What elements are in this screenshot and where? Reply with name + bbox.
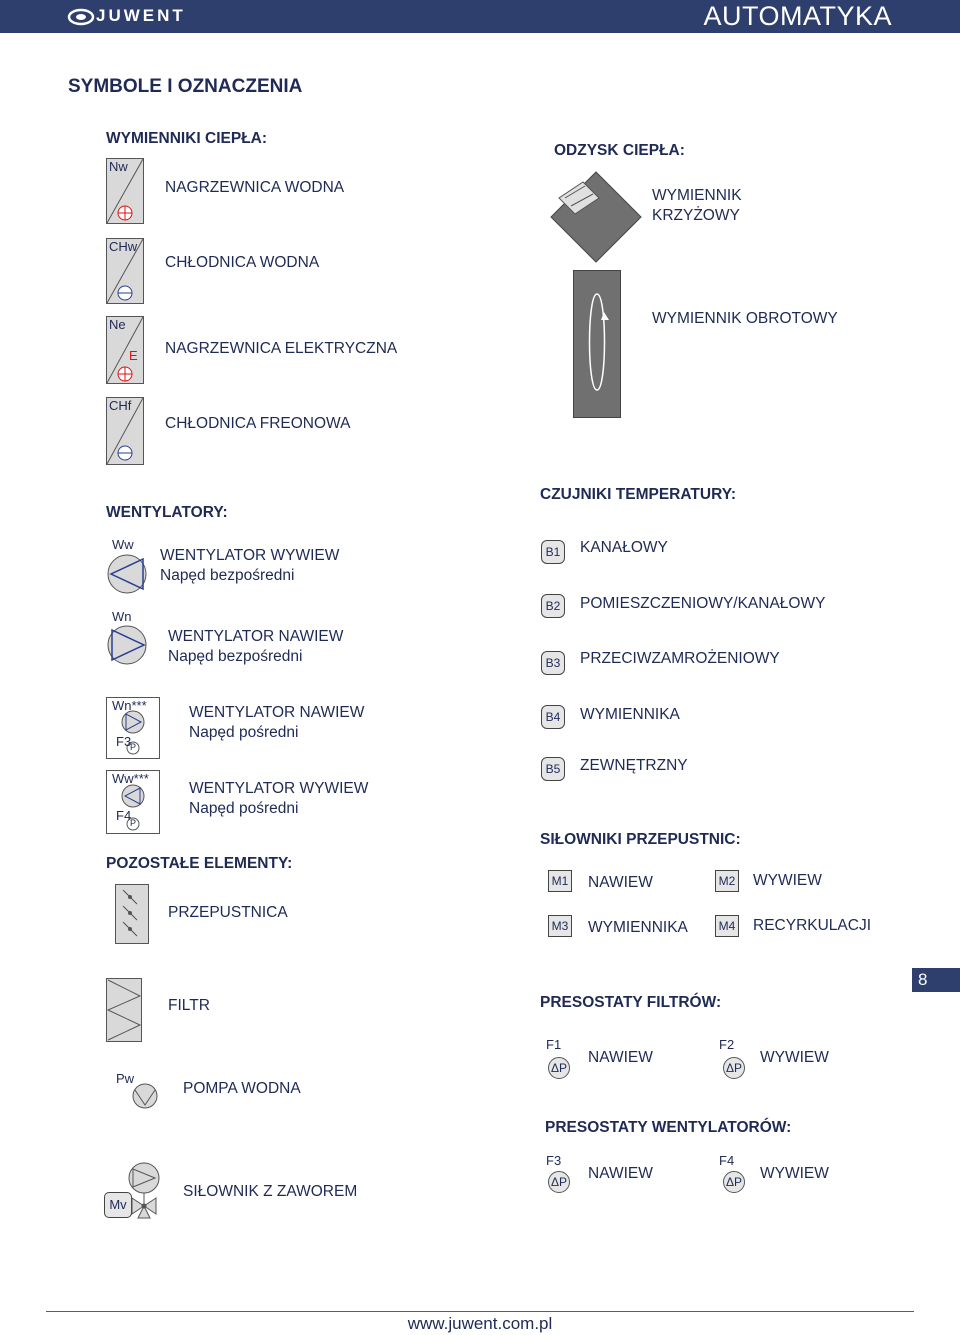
fan-supply-label-2: Napęd bezpośredni — [168, 648, 303, 665]
actuator-tag: M1 — [551, 874, 569, 888]
pump-icon — [132, 1083, 158, 1109]
fan-supply-label-1: WENTYLATOR NAWIEW — [168, 628, 344, 645]
pressostat-f3-tag: F3 — [546, 1153, 562, 1168]
pressostat-f2-label: WYWIEW — [760, 1049, 829, 1066]
symbol-tag: Ne — [109, 317, 126, 332]
juwent-logo — [68, 4, 208, 28]
damper-icon — [115, 884, 149, 944]
heat-recovery-heading: ODZYSK CIEPŁA: — [554, 142, 685, 159]
other-elements-heading: POZOSTAŁE ELEMENTY: — [106, 855, 293, 872]
sensor-tag: B5 — [545, 762, 561, 776]
fan-supply-icon — [107, 625, 147, 665]
actuator-m3-badge — [548, 915, 572, 937]
symbol-tag: Wn*** — [112, 698, 147, 713]
sensor-b5-badge — [541, 757, 565, 781]
filter-label: FILTR — [168, 997, 210, 1014]
fan-exhaust-tag: Ww — [112, 537, 134, 552]
fan-exhaust-label-1: WENTYLATOR WYWIEW — [160, 547, 340, 564]
sensor-b4-label: WYMIENNIKA — [580, 706, 680, 723]
fan-supply-indirect-label-2: Napęd pośredni — [189, 724, 299, 741]
actuator-m1-badge — [548, 870, 572, 892]
pressostat-f2-tag: F2 — [719, 1037, 735, 1052]
page-title: SYMBOLE I OZNACZENIA — [68, 76, 303, 97]
pressure-letter: P — [130, 818, 137, 828]
fan-exhaust-icon — [107, 554, 147, 594]
symbol-subtag: E — [129, 348, 138, 363]
damper-label: PRZEPUSTNICA — [168, 904, 288, 921]
actuator-tag: M3 — [551, 919, 569, 933]
fan-supply-tag: Wn — [112, 609, 132, 624]
sensor-tag: B2 — [545, 599, 561, 613]
actuator-m4-badge — [715, 915, 739, 937]
freon-cooler-label: CHŁODNICA FREONOWA — [165, 415, 351, 432]
sensor-tag: B4 — [545, 710, 561, 724]
sensor-tag: B1 — [545, 545, 561, 559]
pump-label: POMPA WODNA — [183, 1080, 301, 1097]
pressostat-f4-label: WYWIEW — [760, 1165, 829, 1182]
fan-exhaust-indirect-label-1: WENTYLATOR WYWIEW — [189, 780, 369, 797]
symbol-tag: CHw — [109, 239, 138, 254]
sensor-b3-badge — [541, 651, 565, 675]
water-heater-symbol — [106, 158, 144, 224]
pressostat-f1-tag: F1 — [546, 1037, 562, 1052]
rotary-exchanger-icon — [573, 270, 621, 418]
valve-actuator-icon — [128, 1160, 164, 1220]
sensor-b4-badge — [541, 705, 565, 729]
pressostat-f4-icon: ΔP — [723, 1171, 745, 1193]
logo-mark-icon — [68, 7, 94, 27]
pressostat-f2-icon: ΔP — [723, 1057, 745, 1079]
footer-divider — [46, 1311, 914, 1312]
sensor-b2-label: POMIESZCZENIOWY/KANAŁOWY — [580, 595, 826, 612]
symbol-tag: Nw — [109, 159, 128, 174]
filter-icon — [106, 978, 142, 1042]
freon-cooler-symbol — [106, 397, 144, 465]
symbol-tag: Ww*** — [112, 771, 149, 786]
symbol-subtag: F3 — [116, 734, 132, 749]
symbol-tag: CHf — [109, 398, 132, 413]
temp-sensors-heading: CZUJNIKI TEMPERATURY: — [540, 486, 737, 503]
pressostat-f3-label: NAWIEW — [588, 1165, 653, 1182]
water-cooler-label: CHŁODNICA WODNA — [165, 254, 320, 271]
actuator-m3-label: WYMIENNIKA — [588, 919, 688, 936]
electric-heater-symbol — [106, 316, 144, 384]
footer-url-link[interactable]: www.juwent.com.pl — [407, 1314, 553, 1333]
actuator-tag: M4 — [718, 919, 736, 933]
cross-exchanger-label-2: KRZYŻOWY — [652, 207, 740, 224]
sensor-b2-badge — [541, 594, 565, 618]
pressure-letter: P — [130, 742, 137, 752]
fan-pressostats-heading: PRESOSTATY WENTYLATORÓW: — [545, 1119, 792, 1136]
page-number-tab: 8 — [912, 968, 960, 992]
pressostat-f3-icon: ΔP — [548, 1171, 570, 1193]
cross-exchanger-label-1: WYMIENNIK — [652, 187, 742, 204]
valve-actuator-label: SIŁOWNIK Z ZAWOREM — [183, 1183, 358, 1200]
water-cooler-symbol — [106, 238, 144, 304]
water-heater-label: NAGRZEWNICA WODNA — [165, 179, 345, 196]
sensor-b5-label: ZEWNĘTRZNY — [580, 757, 688, 774]
fan-supply-indirect-symbol — [106, 697, 160, 759]
rotary-exchanger-label: WYMIENNIK OBROTOWY — [652, 310, 838, 327]
fan-exhaust-label-2: Napęd bezpośredni — [160, 567, 295, 584]
heat-exchangers-heading: WYMIENNIKI CIEPŁA: — [106, 130, 268, 147]
pressostat-f1-label: NAWIEW — [588, 1049, 653, 1066]
electric-heater-label: NAGRZEWNICA ELEKTRYCZNA — [165, 340, 398, 357]
sensor-b1-label: KANAŁOWY — [580, 539, 668, 556]
filter-pressostats-heading: PRESOSTATY FILTRÓW: — [540, 994, 722, 1011]
sensor-b1-badge — [541, 540, 565, 564]
actuator-m4-label: RECYRKULACJI — [753, 917, 871, 934]
symbol-subtag: F4 — [116, 808, 132, 823]
actuator-m1-label: NAWIEW — [588, 874, 653, 891]
fan-supply-indirect-label-1: WENTYLATOR NAWIEW — [189, 704, 365, 721]
actuator-m2-label: WYWIEW — [753, 872, 822, 889]
logo-text: JUWENT — [96, 6, 186, 25]
fans-heading: WENTYLATORY: — [106, 504, 228, 521]
actuator-m2-badge — [715, 870, 739, 892]
fan-exhaust-indirect-label-2: Napęd pośredni — [189, 800, 299, 817]
cross-exchanger-icon — [551, 172, 641, 262]
actuators-heading: SIŁOWNIKI PRZEPUSTNIC: — [540, 831, 741, 848]
header-title: AUTOMATYKA — [703, 1, 892, 31]
fan-exhaust-indirect-symbol — [106, 770, 160, 834]
sensor-b3-label: PRZECIWZAMROŻENIOWY — [580, 650, 780, 667]
pressostat-f1-icon: ΔP — [548, 1057, 570, 1079]
pressostat-f4-tag: F4 — [719, 1153, 735, 1168]
actuator-tag: M2 — [718, 874, 736, 888]
pump-tag: Pw — [116, 1071, 135, 1086]
valve-tag: Mv — [109, 1197, 127, 1212]
sensor-tag: B3 — [545, 656, 561, 670]
